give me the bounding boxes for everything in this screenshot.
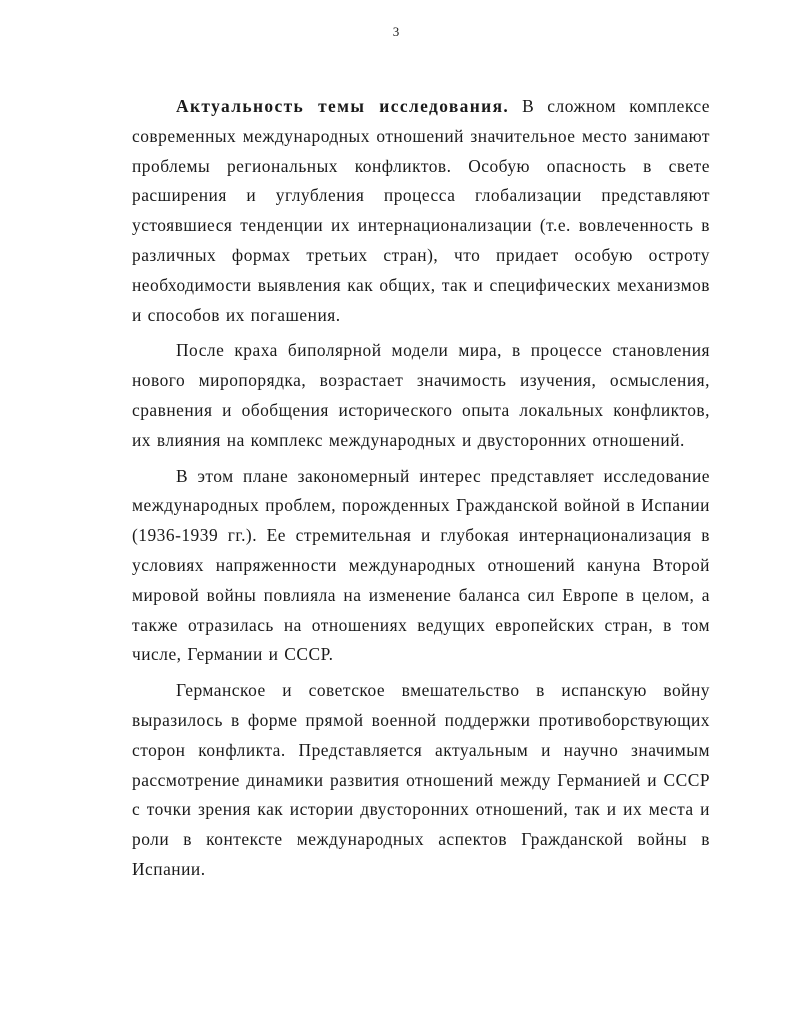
- paragraph-relevance: [132, 92, 710, 330]
- paragraph-text: В сложном комплексе современных международных отношений значительное место занимают проблемы региональных конфликтов. Особую опасность в свете расширения и углубления процесса глобализации представляют устоявшиеся тенденции их интернационализации (т.е. вовлеченность в различных формах третьих стран), что придает особую остроту необходимости выявления как общих, так и специфических механизмов и способов их погашения.: [132, 96, 710, 325]
- paragraph-spanish-war: В этом плане закономерный интерес представляет исследование международных проблем, порожденных Гражданской войной в Испании (1936-1939 гг.). Ее стремительная и глубокая интернационализация в условиях напряженности международных отношений кануна Второй мировой войны повлияла на изменение баланса сил Европе в целом, а также отразилась на отношениях ведущих европейских стран, в том числе, Германии и СССР.: [132, 465, 710, 665]
- page-number: 3: [392, 24, 400, 39]
- section-heading: Актуальность темы исследования.: [176, 96, 510, 116]
- paragraph-intervention: Германское и советское вмешательство в испанскую войну выразилось в форме прямой военной поддержки противоборствующих сторон конфликта. Представляется актуальным и научно значимым рассмотрение динамики развития отношений между Германией и СССР с точки зрения как истории двусторонних отношений, так и их места и роли в контексте международных аспектов Гражданской войны в Испании.: [132, 680, 710, 879]
- paragraph-bipolar-model: После краха биполярной модели мира, в процессе становления нового миропорядка, возрастает значимость изучения, осмысления, сравнения и обобщения исторического опыта локальных конфликтов, их влияния на комплекс международных и двусторонних отношений.: [132, 340, 710, 450]
- document-body: [132, 92, 710, 891]
